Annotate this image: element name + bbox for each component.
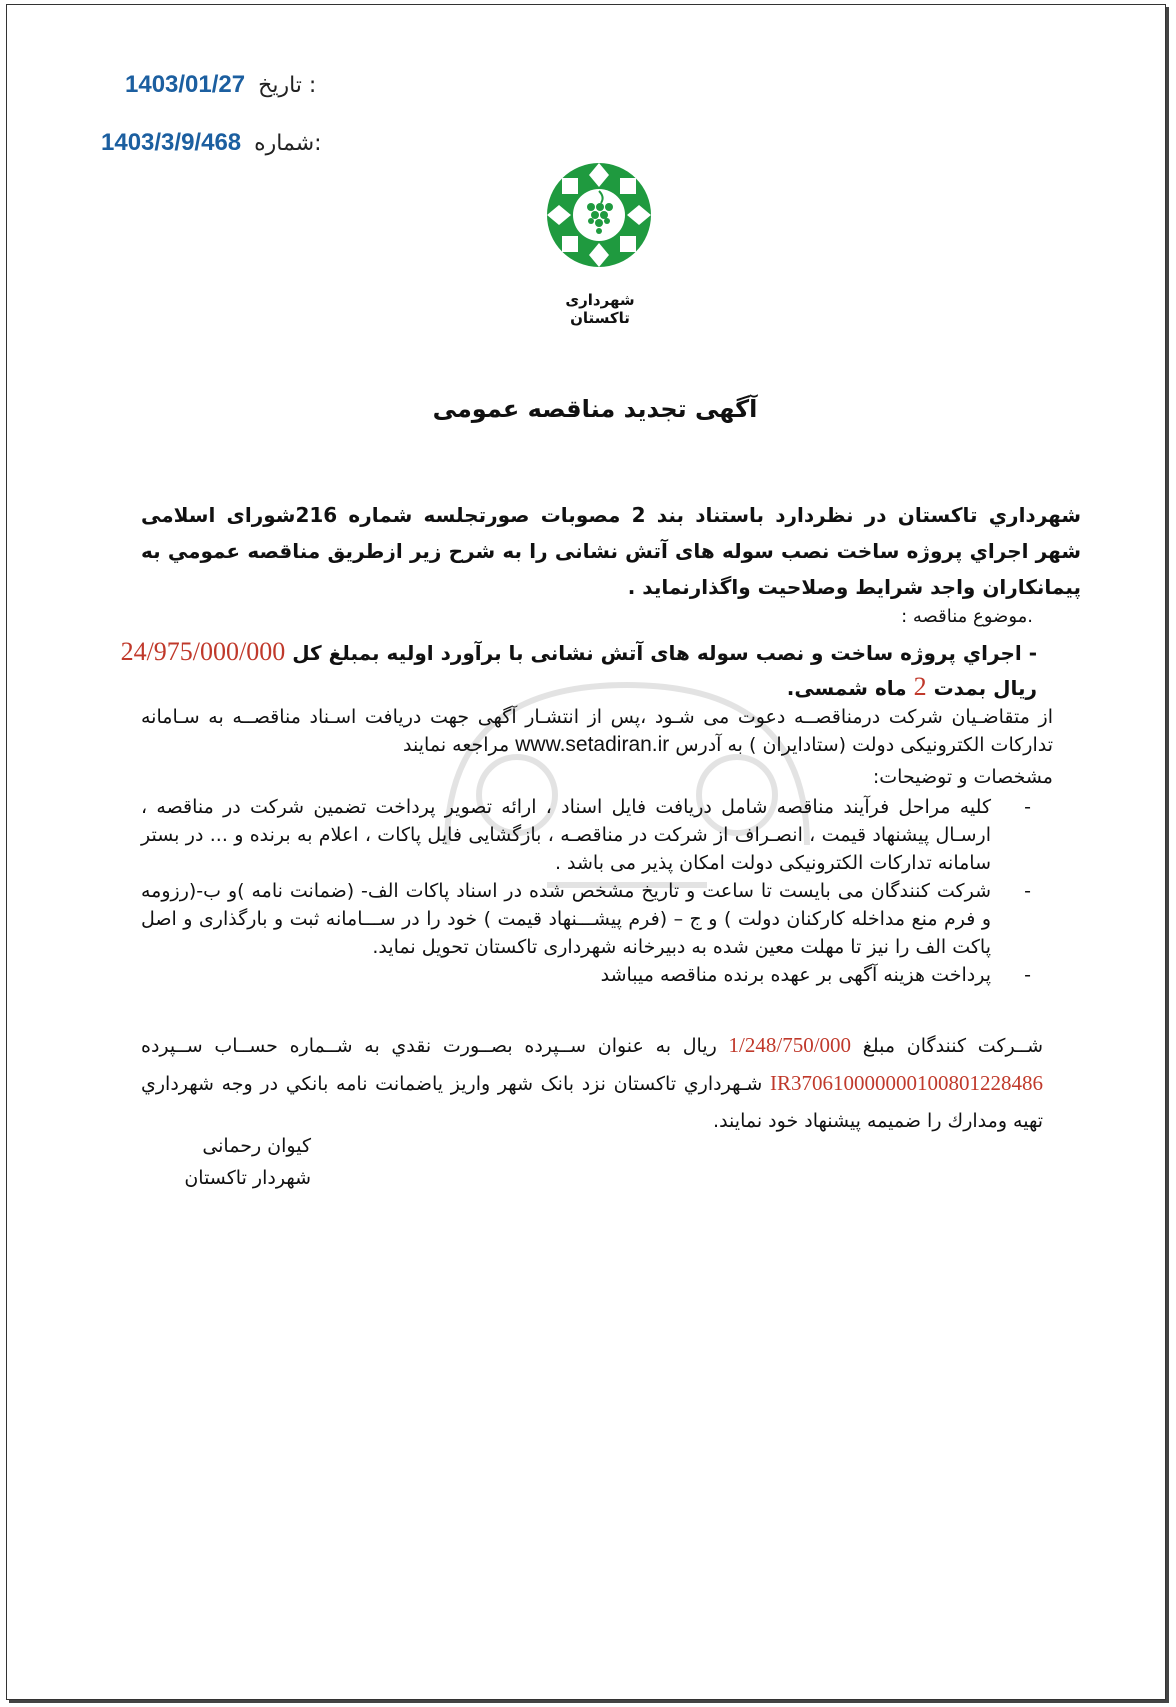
invitation-text-after: مراجعه نمایند <box>403 734 510 756</box>
invitation-text: از متقاضـیان شرکت درمناقصــه دعوت می شـود ،پس از انتشـار آگهی جهت دریافت اسـناد مناقصــه به سـامانه تدارکات الکترونیکی دولت (ستادایران ) به آدرس <box>141 706 1053 756</box>
project-amount: 24/975/000/000 <box>120 637 286 666</box>
project-line <box>107 635 1037 705</box>
deposit-amount: 1/248/750/000 <box>728 1033 852 1057</box>
number-row <box>101 129 322 157</box>
deposit-text-middle: ریال به عنوان ســپرده بصــورت نقدي به شــماره حســاب ســپرده <box>141 1035 717 1057</box>
deposit-text-after: شـهرداري تاکستان نزد بانک شهر واریز یاضمانت نامه بانکي در وجه شهرداري تهیه ومدارك را ضمیمه پیشنهاد خود نمایند. <box>141 1073 1043 1132</box>
intro-paragraph: شهرداري تاکستان در نظردارد باستناد بند 2 مصوبات صورتجلسه شماره 216شورای اسلامی شهر اجراي پروژه ساخت نصب سوله های آتش نشانی را به شرح زیر ازطریق مناقصه عمومي به پیمانکاران واجد شرایط وصلاحیت واگذارنماید . <box>141 503 1081 599</box>
project-text: - اجراي پروژه ساخت و نصب سوله های آتش نشانی با برآورد اولیه بمبلغ کل <box>292 641 1037 665</box>
subject-label: .موضوع مناقصه : <box>901 606 1033 627</box>
deposit-paragraph <box>141 1027 1043 1140</box>
project-duration: 2 <box>913 672 927 701</box>
invitation-paragraph <box>141 703 1053 759</box>
project-text-after: ماه شمسی. <box>786 676 907 700</box>
deposit-account-number: IR370610000000100801228486 <box>770 1071 1043 1095</box>
document-page <box>6 4 1166 1700</box>
list-item: - کلیه مراحل فرآیند مناقصه شامل دریافت فایل اسناد ، ارائه تصویر پرداخت تضمین شرکت در مناقصه ، ارسـال پیشنهاد قیمت ، انصـراف از شرکت در مناقصـه ، بازگشایی فایل پاکات ، اعلام به برنده و ... در بستر سامانه تدارکات الکترونیکی دولت امکان پذیر می باشد . <box>141 793 1053 877</box>
number-label: شماره: <box>254 131 322 156</box>
specs-label: مشخصات و توضیحات: <box>872 766 1053 788</box>
signatory-name: کیوان رحمانی <box>202 1135 311 1157</box>
deposit-text: شــرکت کنندگان مبلغ <box>862 1035 1043 1057</box>
logo-caption: شهرداری تاکستان <box>565 291 635 327</box>
number-value: 1403/3/9/468 <box>101 129 242 156</box>
date-value: 1403/01/27 <box>125 71 246 98</box>
signatory-role: شهردار تاکستان <box>184 1167 311 1189</box>
specs-list <box>141 793 1053 989</box>
page-title: آگهی تجدید مناقصه عمومی <box>432 395 758 423</box>
date-label: تاریخ : <box>258 73 317 98</box>
municipality-logo <box>539 155 659 275</box>
setadiran-link[interactable]: www.setadiran.ir <box>515 733 670 756</box>
list-item: - پرداخت هزینه آگهی بر عهده برنده مناقصه میباشد <box>141 961 1053 989</box>
date-row <box>125 71 316 99</box>
project-text-middle: ریال بمدت <box>933 676 1037 700</box>
list-item: - شرکت کنندگان می بایست تا ساعت و تاریخ مشخص شده در اسناد پاکات الف- (ضمانت نامه )و ب-(رزومه و فرم منع مداخله کارکنان دولت ) و ج – (فرم پیشـــنهاد قیمت ) خود را در ســـامانه ثبت و بارگذاری و اصل پاکت الف را نیز تا مهلت معین شده به دبیرخانه شهرداری تاکستان تحویل نماید. <box>141 877 1053 961</box>
